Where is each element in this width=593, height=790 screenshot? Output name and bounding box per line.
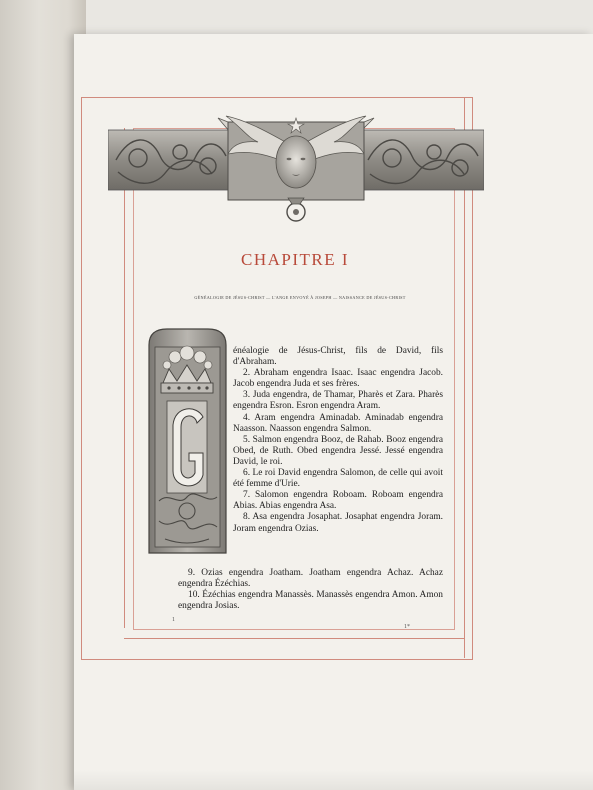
verse-8: 8. Asa engendra Josaphat. Josaphat engendra Joram. Joram engendra Ozias. — [233, 512, 443, 534]
page-frame-bottom-rule — [124, 638, 464, 639]
verse-9: 9. Ozias engendra Joatham. Joatham engendra Achaz. Achaz engendra Ézéchias. — [178, 568, 443, 590]
chapter-subtitle: GÉNÉALOGIE DE JÉSUS-CHRIST — L'ANGE ENVOYÉ À JOSEPH — NAISSANCE DE JÉSUS-CHRIST — [194, 295, 406, 300]
verse-4: 4. Aram engendra Aminadab. Aminadab engendra Naasson. Naasson engendra Salmon. — [233, 412, 443, 434]
decorated-initial-g — [145, 325, 230, 557]
verse-3: 3. Juda engendra, de Thamar, Pharès et Zara. Pharès engendra Esron. Esron engendra Aram. — [233, 390, 443, 412]
verse-2: 2. Abraham engendra Isaac. Isaac engendra Jacob. Jacob engendra Juda et ses frères. — [233, 368, 443, 390]
verses-beside-initial — [233, 346, 443, 535]
verse-5: 5. Salmon engendra Booz, de Rahab. Booz engendra Obed, de Ruth. Obed engendra Jessé. Jessé engendra David, le roi. — [233, 434, 443, 467]
chapter-title: CHAPITRE I — [240, 250, 350, 269]
verse-1: énéalogie de Jésus-Christ, fils de David, fils d'Abraham. — [233, 346, 443, 368]
winged-head-ornament — [108, 112, 484, 224]
verses-full-width — [178, 568, 443, 612]
verse-10: 10. Ézéchias engendra Manassès. Manassès engendra Amon. Amon engendra Josias. — [178, 590, 443, 612]
page-bottom-shadow — [74, 770, 593, 790]
signature-mark-left: 1 — [172, 617, 175, 623]
signature-mark-right: 1* — [404, 624, 410, 630]
verse-6: 6. Le roi David engendra Salomon, de celle qui avoit été femme d'Urie. — [233, 468, 443, 490]
verse-7: 7. Salomon engendra Roboam. Roboam engendra Abias. Abias engendra Asa. — [233, 490, 443, 512]
